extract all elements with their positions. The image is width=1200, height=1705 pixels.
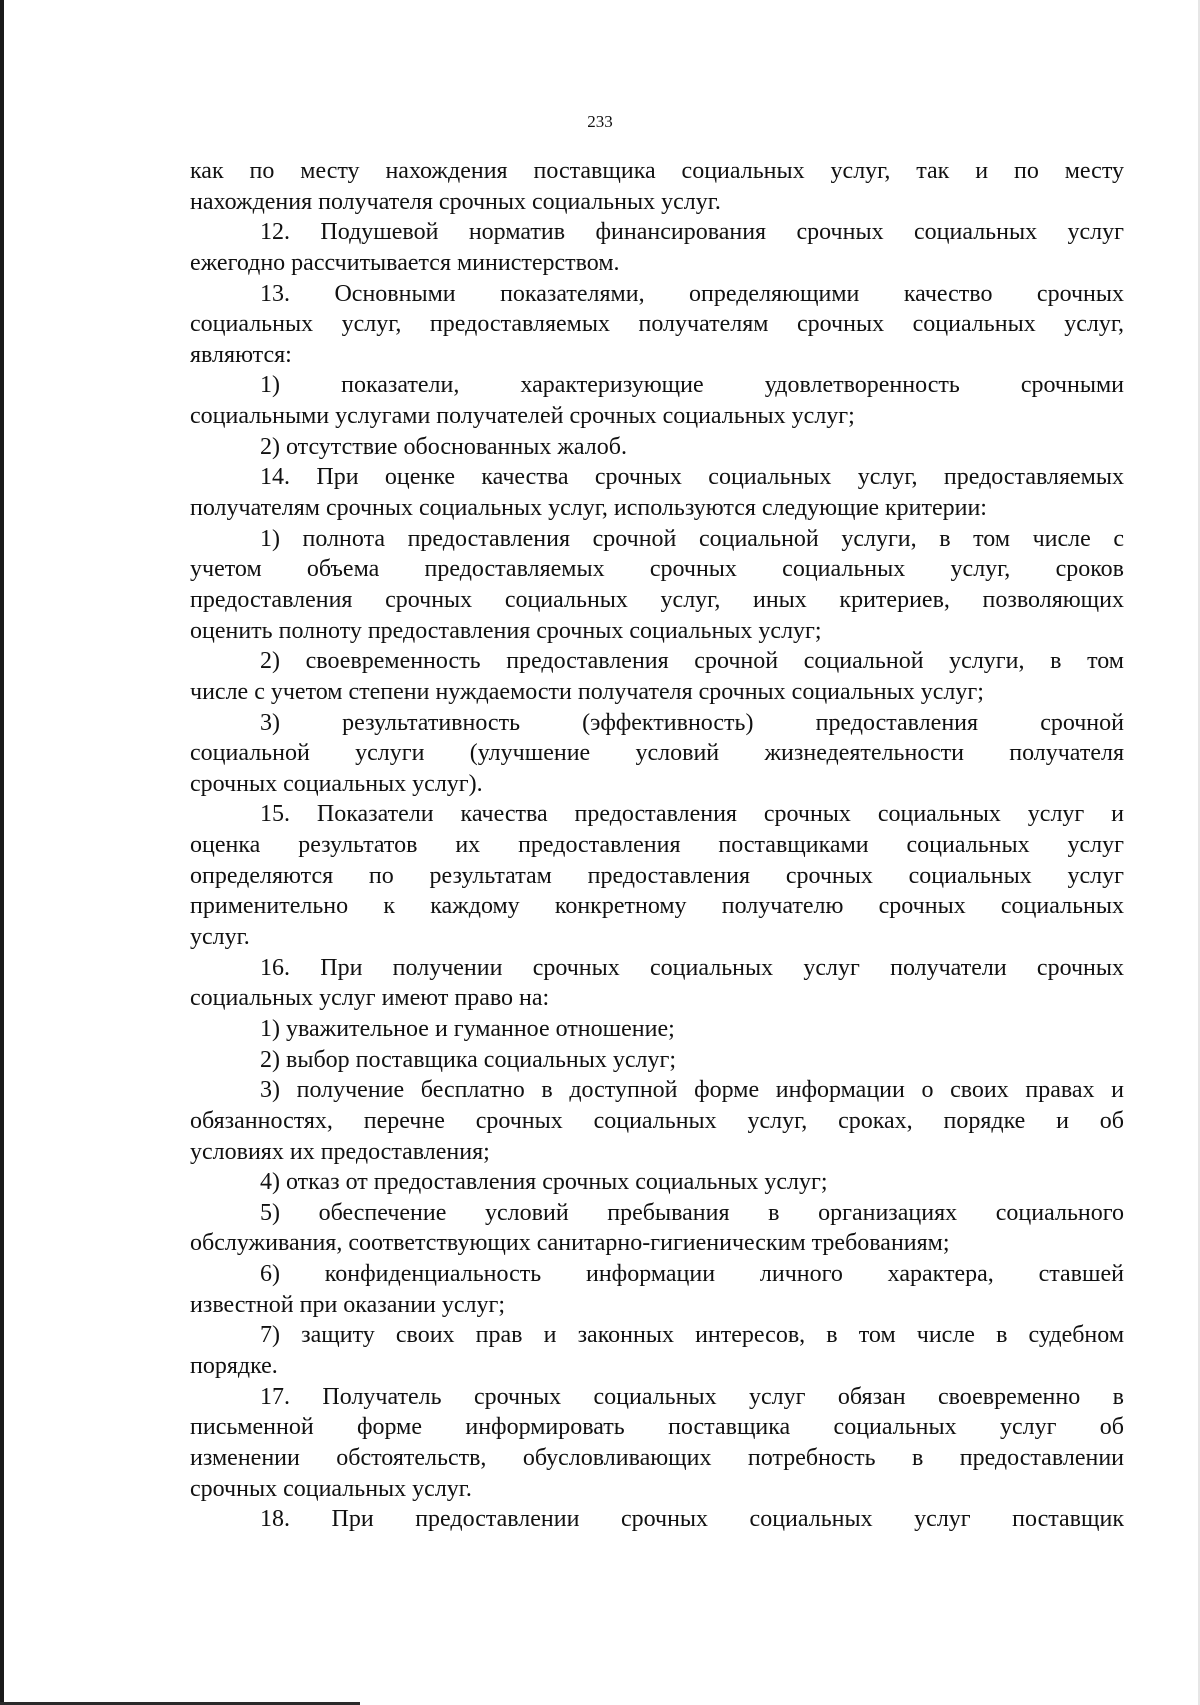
text-line: получателям срочных социальных услуг, используются следующие критерии: <box>190 495 987 522</box>
text-line: учетом объема предоставляемых срочных социальных услуг, сроков <box>190 556 1124 583</box>
text-line: срочных социальных услуг. <box>190 1475 472 1502</box>
text-line: числе с учетом степени нуждаемости получателя срочных социальных услуг; <box>190 678 984 705</box>
text-line: срочных социальных услуг). <box>190 770 483 797</box>
document-body <box>190 156 1124 1535</box>
text-line: определяются по результатам предоставления срочных социальных услуг <box>190 862 1124 889</box>
text-line: 3) результативность (эффективность) предоставления срочной <box>260 709 1124 736</box>
text-line: 2) своевременность предоставления срочной социальной услуги, в том <box>260 648 1124 675</box>
text-line: социальной услуги (улучшение условий жизнедеятельности получателя <box>190 740 1124 767</box>
text-line: 12. Подушевой норматив финансирования срочных социальных услуг <box>260 219 1124 246</box>
text-line: социальных услуг, предоставляемых получателям срочных социальных услуг, <box>190 311 1124 338</box>
text-line: изменении обстоятельств, обусловливающих потребность в предоставлении <box>190 1444 1124 1471</box>
text-line: 6) конфиденциальность информации личного характера, ставшей <box>260 1261 1124 1288</box>
text-line: 2) выбор поставщика социальных услуг; <box>260 1046 677 1073</box>
scan-edge-left <box>0 0 4 1705</box>
text-line: 15. Показатели качества предоставления срочных социальных услуг и <box>260 801 1124 828</box>
text-line: обязанностях, перечне срочных социальных услуг, сроках, порядке и об <box>190 1107 1124 1134</box>
text-line: 1) уважительное и гуманное отношение; <box>260 1015 675 1042</box>
text-line: 1) показатели, характеризующие удовлетворенность срочными <box>260 372 1124 399</box>
text-line: 17. Получатель срочных социальных услуг обязан своевременно в <box>260 1383 1124 1410</box>
text-line: письменной форме информировать поставщика социальных услуг об <box>190 1414 1124 1441</box>
text-line: социальных услуг имеют право на: <box>190 985 550 1012</box>
text-line: 5) обеспечение условий пребывания в организациях социального <box>260 1199 1124 1226</box>
text-line: порядке. <box>190 1352 278 1379</box>
text-line: ежегодно рассчитывается министерством. <box>190 249 620 276</box>
text-line: 2) отсутствие обоснованных жалоб. <box>260 433 627 460</box>
text-line: 3) получение бесплатно в доступной форме информации о своих правах и <box>260 1077 1124 1104</box>
text-line: 4) отказ от предоставления срочных социальных услуг; <box>260 1169 828 1196</box>
text-line: оценка результатов их предоставления поставщиками социальных услуг <box>190 832 1124 859</box>
text-line: предоставления срочных социальных услуг, иных критериев, позволяющих <box>190 586 1124 613</box>
text-line: являются: <box>190 341 292 368</box>
text-line: 13. Основными показателями, определяющими качество срочных <box>260 280 1124 307</box>
page-number: 233 <box>587 112 613 131</box>
text-line: нахождения получателя срочных социальных услуг. <box>190 188 721 215</box>
text-line: оценить полноту предоставления срочных социальных услуг; <box>190 617 822 644</box>
text-line: 18. При предоставлении срочных социальных услуг поставщик <box>260 1506 1124 1533</box>
text-line: 1) полнота предоставления срочной социальной услуги, в том числе с <box>260 525 1124 552</box>
text-line: услуг. <box>190 924 250 951</box>
text-line: как по месту нахождения поставщика социальных услуг, так и по месту <box>190 158 1124 184</box>
text-line: применительно к каждому конкретному получателю срочных социальных <box>190 893 1124 920</box>
text-line: 16. При получении срочных социальных услуг получатели срочных <box>260 954 1124 981</box>
text-line: 14. При оценке качества срочных социальных услуг, предоставляемых <box>260 464 1124 491</box>
text-line: известной при оказании услуг; <box>190 1291 506 1318</box>
text-line: условиях их предоставления; <box>190 1138 490 1165</box>
text-line: социальными услугами получателей срочных социальных услуг; <box>190 403 855 430</box>
text-line: 7) защиту своих прав и законных интересов, в том числе в судебном <box>260 1322 1124 1349</box>
text-line: обслуживания, соответствующих санитарно-гигиеническим требованиям; <box>190 1230 950 1257</box>
